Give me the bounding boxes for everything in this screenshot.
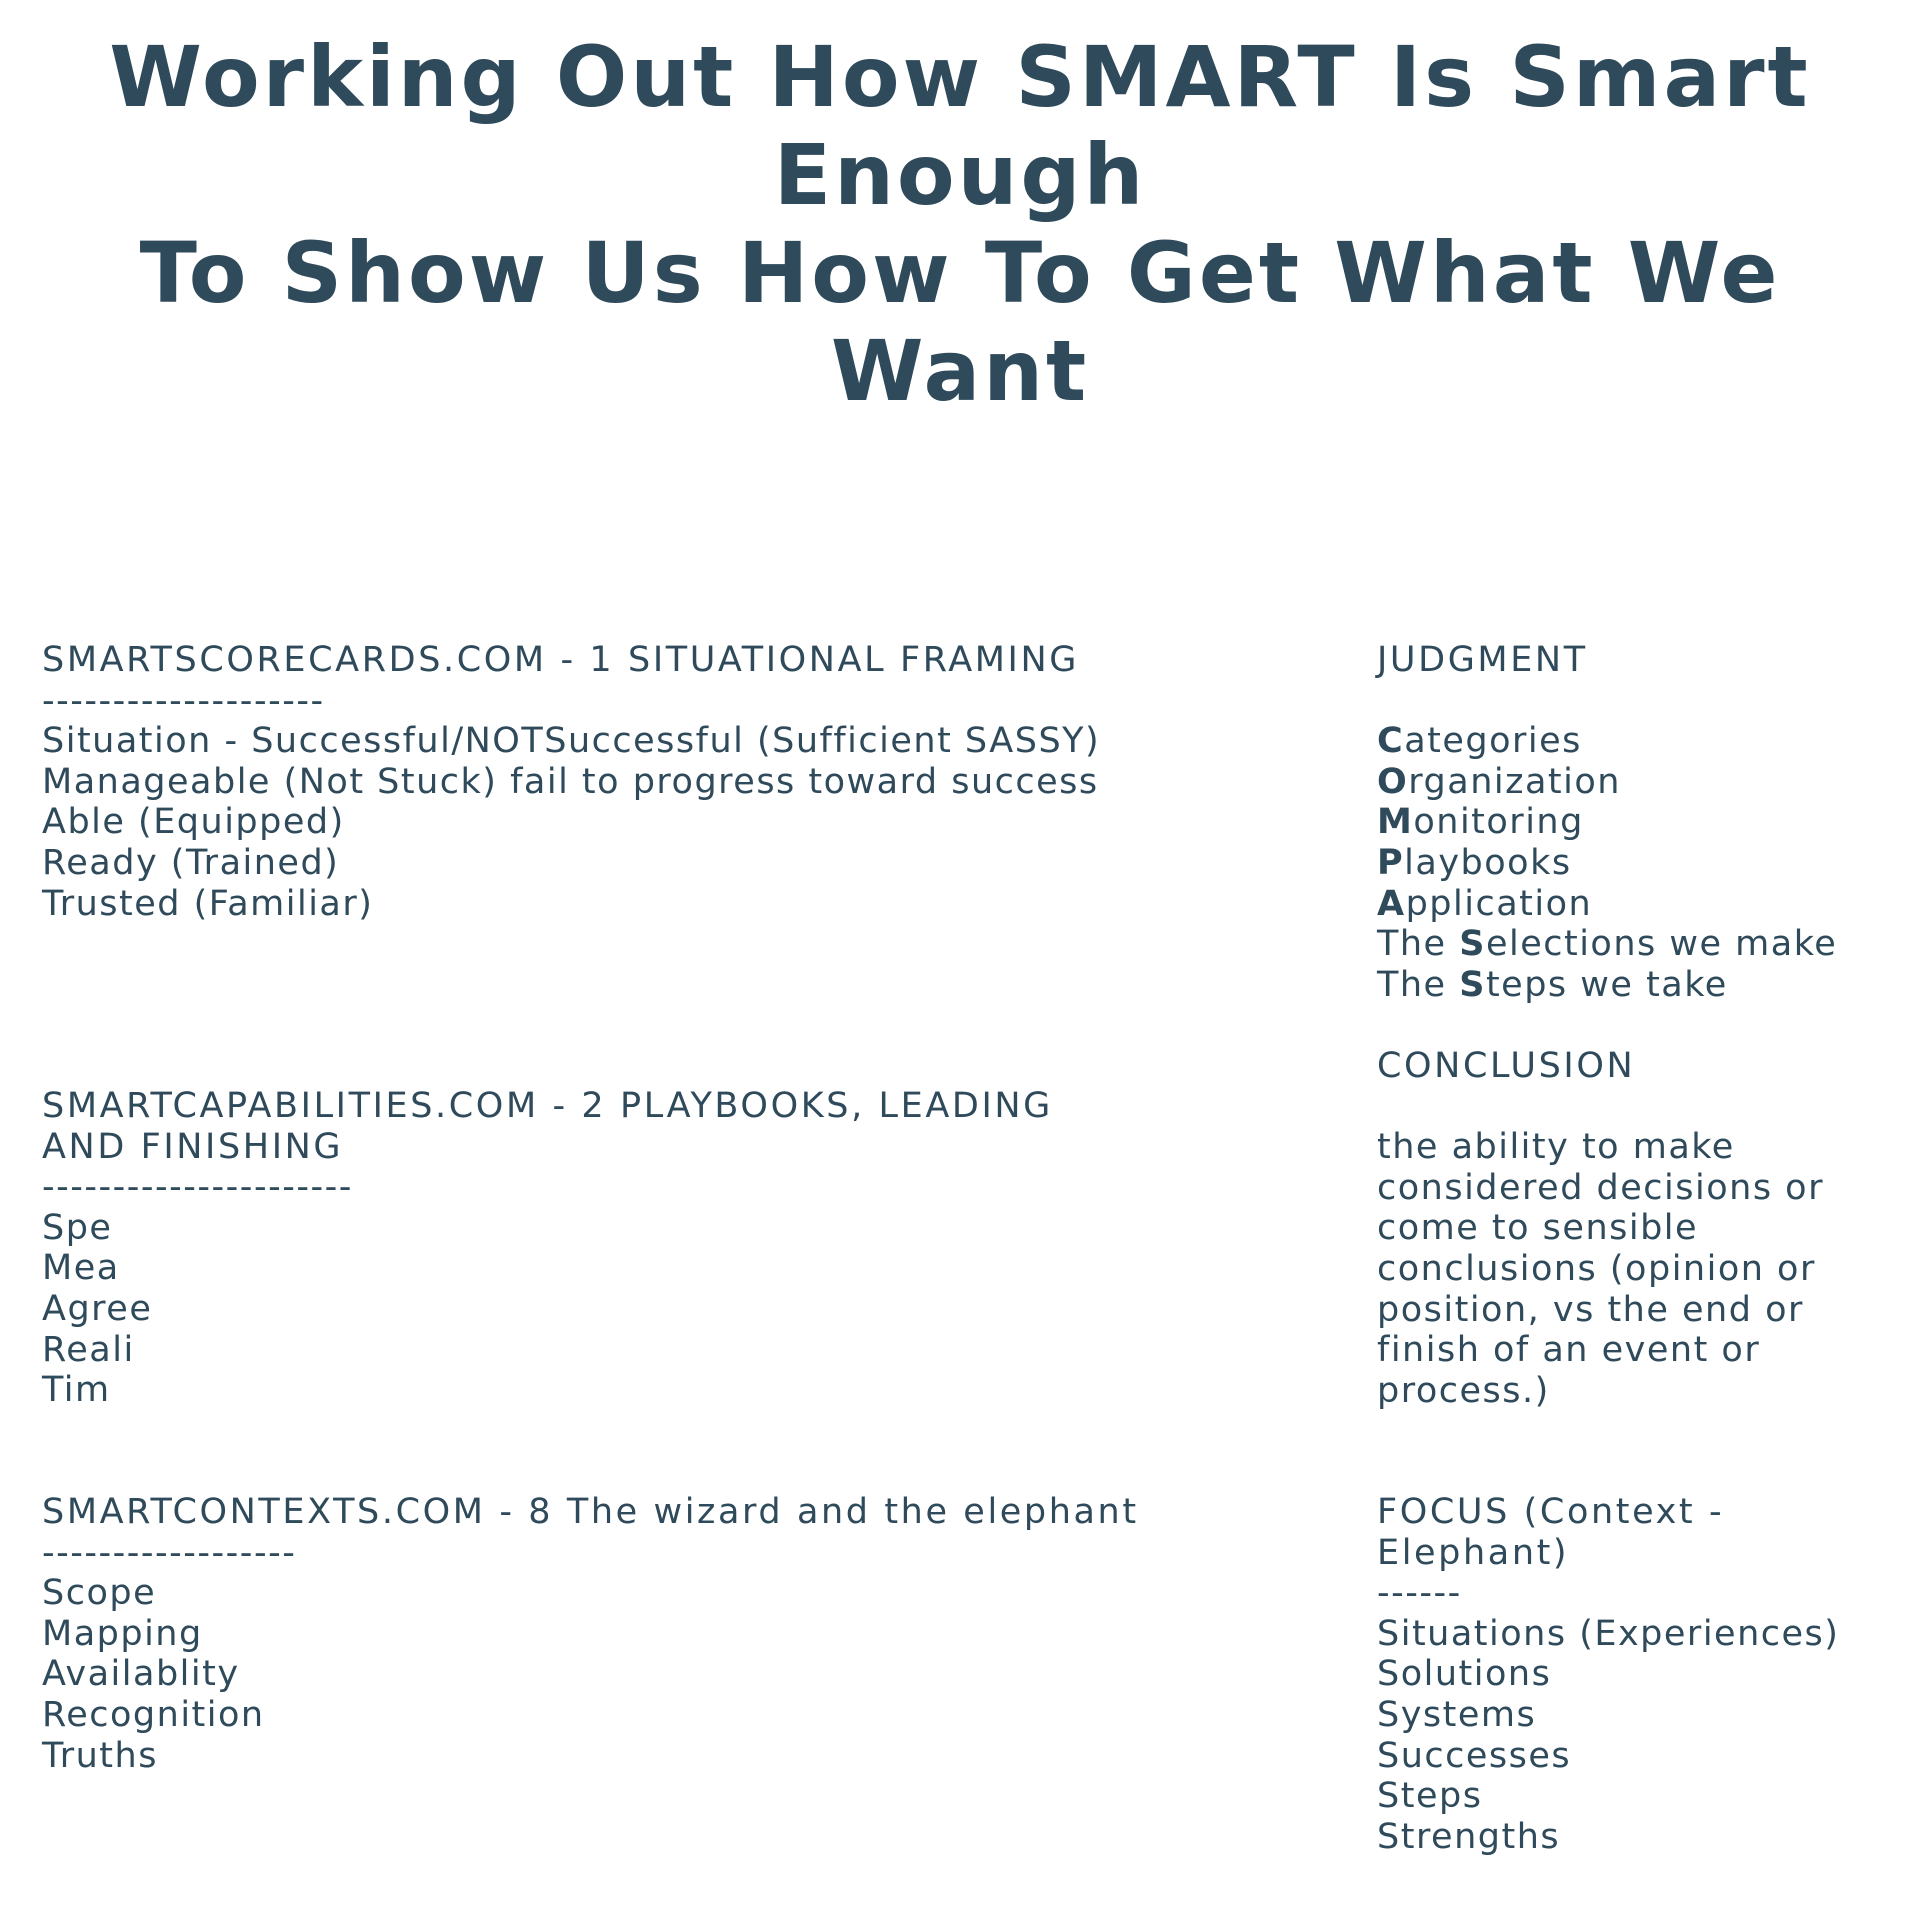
contexts-section [42,1492,1142,1776]
judgment-item-initial: C [1377,721,1405,762]
focus-item: Solutions [1377,1654,1552,1695]
focus-item: Successes [1377,1735,1572,1776]
playbooks-heading: SMARTCAPABILITIES.COM - 2 PLAYBOOKS, LEADING AND FINISHING [42,1086,1053,1167]
conclusion-spacer [1377,1087,1877,1128]
focus-item: Systems [1377,1694,1537,1735]
judgment-item-prefix: The [1377,924,1460,965]
judgment-item-rest: ategories [1404,721,1582,762]
judgment-item-rest: laybooks [1404,842,1572,883]
focus-item: Steps [1377,1776,1483,1817]
situational-framing-separator: -------------------- [42,680,325,721]
judgment-spacer [1377,681,1907,722]
framing-item-trusted: Trusted (Familiar) [42,883,374,924]
playbooks-item: Agree [42,1288,153,1329]
playbooks-item: Tim [42,1370,111,1411]
framing-item-ready: Ready (Trained) [42,842,340,883]
focus-separator: ------ [1377,1573,1462,1614]
judgment-section [1377,640,1907,1005]
framing-item-manageable: Manageable (Not Stuck) fail to progress toward success [42,761,1099,802]
judgment-item-prefix: The [1377,964,1460,1005]
judgment-item-rest: onitoring [1413,802,1584,843]
judgment-item-categories [1377,721,1907,762]
focus-heading: FOCUS (Context - Elephant) [1377,1492,1725,1573]
contexts-item: Availablity [42,1654,240,1695]
judgment-item-initial: O [1377,761,1409,802]
framing-item-able: Able (Equipped) [42,802,345,843]
judgment-item-steps [1377,965,1907,1006]
judgment-item-organization [1377,762,1907,803]
judgment-item-initial: S [1459,964,1486,1005]
page-title-line-1: Working Out How SMART Is Smart Enough [109,28,1811,224]
judgment-item-initial: P [1377,842,1405,883]
playbooks-item: Mea [42,1248,120,1289]
playbooks-item: Reali [42,1329,135,1370]
focus-item: Situations (Experiences) [1377,1613,1840,1654]
situational-framing-heading: SMARTSCORECARDS.COM - 1 SITUATIONAL FRAMING [42,640,1079,680]
page-title-line-2: To Show Us How To Get What We Want [139,224,1781,420]
conclusion-text: the ability to make considered decisions or come to sensible conclusions (opinion or position, vs the end or finish of an event or process.) [1377,1127,1837,1411]
situational-framing-section [42,640,1172,924]
contexts-heading: SMARTCONTEXTS.COM - 8 The wizard and the elephant [42,1492,1139,1532]
playbooks-separator: ---------------------- [42,1167,353,1208]
framing-item-situation: Situation - Successful/NOTSuccessful (Sufficient SASSY) [42,721,1101,762]
contexts-item: Mapping [42,1613,203,1654]
judgment-item-playbooks [1377,843,1907,884]
judgment-item-rest: elections we make [1485,924,1838,965]
judgment-item-rest: rganization [1408,761,1621,802]
playbooks-section [42,1086,1142,1411]
conclusion-section [1377,1046,1877,1411]
contexts-item: Truths [42,1735,158,1776]
judgment-item-monitoring [1377,802,1907,843]
judgment-item-rest: teps we take [1485,964,1728,1005]
contexts-item: Recognition [42,1694,265,1735]
judgment-item-initial: A [1377,883,1406,924]
judgment-item-selections [1377,924,1907,965]
contexts-item: Scope [42,1573,157,1614]
judgment-item-initial: M [1377,802,1414,843]
conclusion-heading: CONCLUSION [1377,1046,1636,1086]
judgment-item-rest: pplication [1405,883,1593,924]
judgment-item-initial: S [1459,924,1486,965]
focus-section [1377,1492,1907,1857]
contexts-separator: ------------------ [42,1532,297,1573]
page-title [0,28,1920,420]
focus-item: Strengths [1377,1816,1561,1857]
playbooks-item: Spe [42,1207,113,1248]
judgment-item-application [1377,884,1907,925]
judgment-heading: JUDGMENT [1377,640,1588,680]
